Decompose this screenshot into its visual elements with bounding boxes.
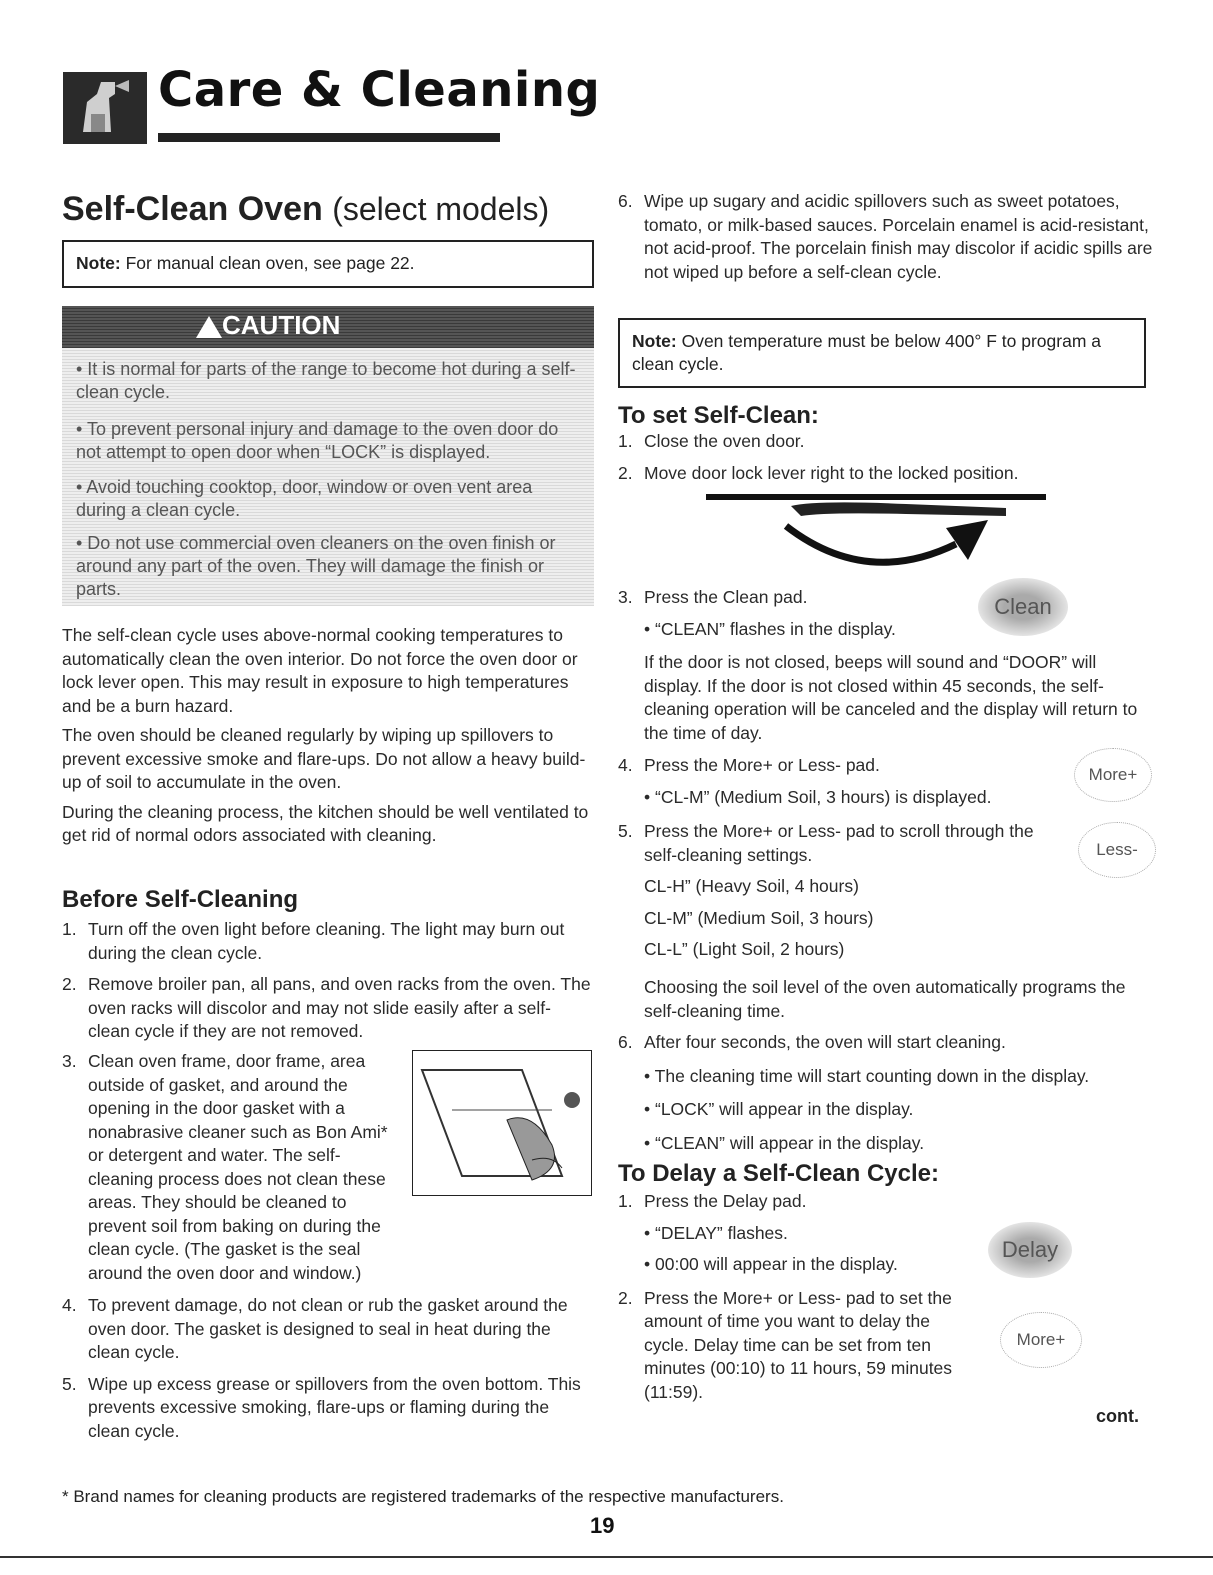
set-clean-heading: To set Self-Clean: xyxy=(618,402,819,429)
caution-title: CAUTION xyxy=(222,310,341,340)
set-clean-step-3 xyxy=(618,586,1153,745)
list-item: 6. Wipe up sugary and acidic spillovers such as sweet potatoes, tomato, or milk-based sauces. Porcelain enamel is acid-resistant, not acid-proof. The porcelain finish may discolor if acidic spills are not wiped up before a self-clean cycle. xyxy=(618,191,1153,282)
list-item: 1. Turn off the oven light before cleaning. The light may burn out during the clean cycle. xyxy=(62,919,565,963)
step-paragraph: Choosing the soil level of the oven automatically programs the self-cleaning time. xyxy=(644,977,1126,1021)
header-underline xyxy=(158,133,500,142)
note-manual-clean xyxy=(62,240,594,288)
delay-pad: Delay xyxy=(988,1222,1072,1278)
set-clean-heading-wrap xyxy=(618,402,1153,430)
bullet-item: • “CLEAN” flashes in the display. xyxy=(644,618,896,639)
before-list-cont xyxy=(62,1294,592,1443)
before-list-item6 xyxy=(618,190,1153,284)
before-list xyxy=(62,918,592,1052)
continued-label: cont. xyxy=(1096,1406,1139,1426)
caution-item: • Avoid touching cooktop, door, window or oven vent area during a clean cycle. xyxy=(76,477,533,520)
bullet-item: • “CLEAN” will appear in the display. xyxy=(644,1132,925,1153)
bullet-item: • “CL-M” (Medium Soil, 3 hours) is displayed. xyxy=(644,786,992,807)
caution-item: • It is normal for parts of the range to become hot during a self-clean cycle. xyxy=(76,359,576,402)
page-number: 19 xyxy=(590,1513,615,1538)
list-item: 5. Press the More+ or Less- pad to scroll through the self-cleaning settings. xyxy=(618,821,1034,865)
bullet-item: • 00:00 will appear in the display. xyxy=(644,1254,898,1274)
list-item: 2. Remove broiler pan, all pans, and oven racks from the oven. The oven racks will discolor and may not slide easily after a self-clean cycle if they are not removed. xyxy=(62,974,591,1041)
bullet-item: • The cleaning time will start counting down in the display. xyxy=(644,1065,1090,1086)
caution-item: • To prevent personal injury and damage to the oven door do not attempt to open door when “LOCK” is displayed. xyxy=(76,419,559,462)
list-item: 2. Move door lock lever right to the locked position. xyxy=(618,462,1019,483)
list-item: 6. After four seconds, the oven will start cleaning. xyxy=(618,1032,1006,1052)
before-heading: Before Self-Cleaning xyxy=(62,886,299,913)
warning-triangle-icon xyxy=(196,316,222,338)
note-text: For manual clean oven, see page 22. xyxy=(120,253,415,273)
section-title-main: Self-Clean Oven xyxy=(62,190,323,228)
list-item: 3. Press the Clean pad. xyxy=(618,587,808,607)
less-pad: Less- xyxy=(1078,822,1156,878)
list-item: 4. Press the More+ or Less- pad. xyxy=(618,755,880,775)
footnote: * Brand names for cleaning products are registered trademarks of the respective manufacturers. xyxy=(62,1487,784,1506)
section-title xyxy=(62,190,592,229)
delay-heading-wrap xyxy=(618,1160,1153,1188)
list-item: 5. Wipe up excess grease or spillovers from the oven bottom. This prevents excessive smoking, flare-ups or flaming during the clean cycle. xyxy=(62,1373,581,1441)
caution-item: • Do not use commercial oven cleaners on the oven finish or around any part of the oven. They will damage the finish or parts. xyxy=(76,533,556,599)
caution-box xyxy=(62,306,594,606)
more-pad: More+ xyxy=(1000,1312,1082,1368)
more-pad: More+ xyxy=(1074,748,1152,802)
intro-paragraph: The self-clean cycle uses above-normal cooking temperatures to automatically clean the oven interior. Do not force the oven door or lock lever open. This may result in exposure to high temperatures and be a burn hazard. xyxy=(62,625,578,716)
list-item: 4. To prevent damage, do not clean or rub the gasket around the oven door. The gasket is designed to seal in heat during the clean cycle. xyxy=(62,1295,568,1362)
setting-item: CL-L” (Light Soil, 2 hours) xyxy=(644,939,845,959)
list-item: 3. Clean oven frame, door frame, area outside of gasket, and around the opening in the door gasket with a nonabrasive cleaner such as Bon Ami* or detergent and water. The self-cleaning process does not clean these areas. They should be cleaned to prevent soil from baking on during the clean cycle. (The gasket is the seal around the oven door and window.) xyxy=(62,1050,592,1285)
intro-paragraph: During the cleaning process, the kitchen should be well ventilated to get rid of normal odors associated with cleaning. xyxy=(62,801,589,845)
section-title-sub: (select models) xyxy=(332,191,550,227)
set-clean-step-4 xyxy=(618,754,1038,809)
page-header-title: Care & Cleaning xyxy=(158,62,601,118)
bullet-item: • “LOCK” will appear in the display. xyxy=(644,1099,914,1119)
bottom-rule xyxy=(0,1556,1213,1558)
list-item: 1. Close the oven door. xyxy=(618,431,805,451)
step-paragraph: If the door is not closed, beeps will sound and “DOOR” will display. If the door is not closed within 45 seconds, the self-cleaning operation will be canceled and the display will return to the time of day. xyxy=(644,652,1138,743)
door-lock-lever-illustration xyxy=(706,492,1046,574)
set-clean-step-5-cont xyxy=(618,976,1153,1155)
delay-steps xyxy=(618,1190,978,1404)
note-label: Note: xyxy=(632,331,677,351)
intro-paragraph: The oven should be cleaned regularly by wiping up spillovers to prevent excessive smoke and flare-ups. Do not allow a heavy build-up of soil to accumulate in the oven. xyxy=(62,725,586,792)
setting-item: CL-H” (Heavy Soil, 4 hours) xyxy=(644,876,859,896)
oven-door-illustration xyxy=(412,1050,592,1196)
note-oven-temperature xyxy=(618,318,1146,388)
note-text: Oven temperature must be below 400° F to program a clean cycle. xyxy=(632,331,1102,374)
intro-text xyxy=(62,624,592,848)
note-label: Note: xyxy=(76,253,121,273)
list-item: 1. Press the Delay pad. xyxy=(618,1191,807,1211)
spray-bottle-icon xyxy=(63,72,147,144)
before-heading-wrap xyxy=(62,886,592,914)
clean-pad: Clean xyxy=(978,578,1068,636)
set-clean-step-5 xyxy=(618,820,1058,962)
bullet-item: • “DELAY” flashes. xyxy=(644,1222,788,1243)
set-clean-steps-1-2 xyxy=(618,430,1153,485)
delay-heading: To Delay a Self-Clean Cycle: xyxy=(618,1160,939,1187)
list-item: 2. Press the More+ or Less- pad to set the amount of time you want to delay the cycle. Delay time can be set from ten minutes (00:10) to 11 hours, 59 minutes (11:59). xyxy=(618,1287,953,1402)
setting-item: CL-M” (Medium Soil, 3 hours) xyxy=(644,907,874,928)
